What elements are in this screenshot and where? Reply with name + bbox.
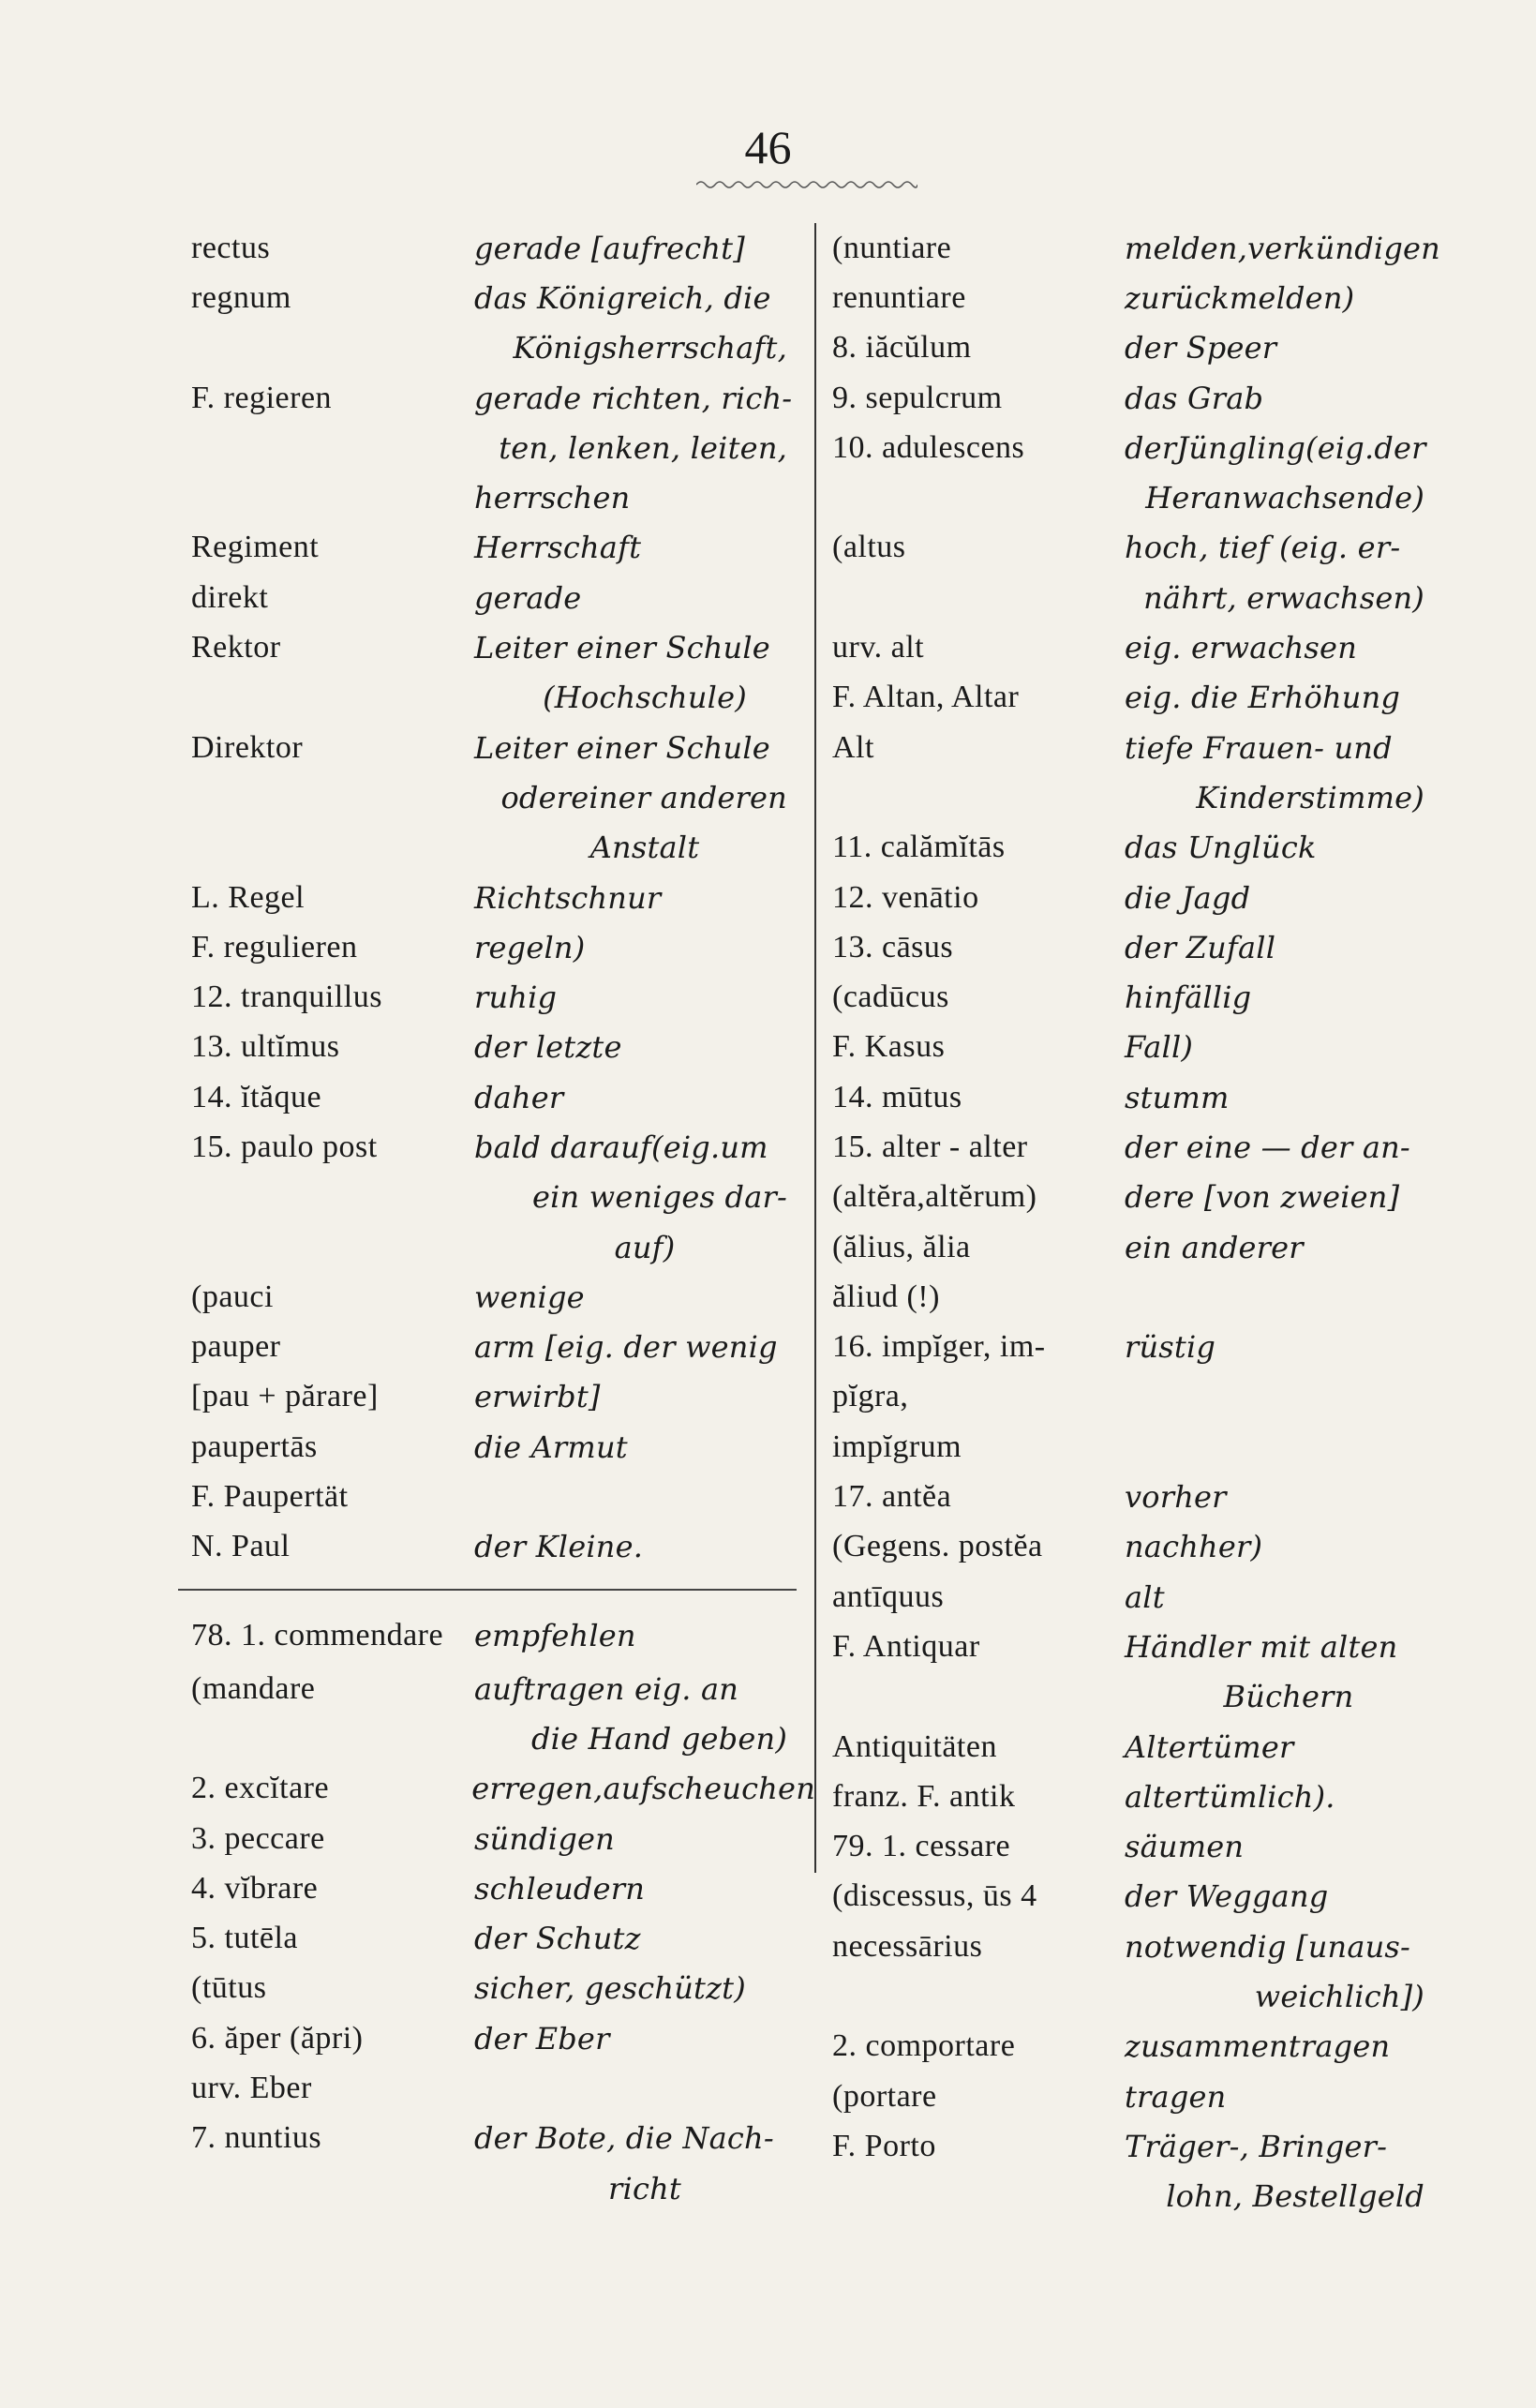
german-translation: herrschen bbox=[474, 480, 631, 516]
vocab-row bbox=[815, 1772, 1453, 1821]
german-translation: Anstalt bbox=[589, 830, 700, 866]
german-translation: gerade [aufrecht] bbox=[474, 230, 745, 266]
latin-term: F. Porto bbox=[832, 2128, 936, 2163]
german-translation: lohn, Bestellgeld bbox=[1166, 2178, 1424, 2215]
german-translation: hinfällig bbox=[1125, 980, 1252, 1016]
vocab-row bbox=[178, 523, 815, 573]
german-translation: eig. erwachsen bbox=[1125, 630, 1358, 666]
latin-term: renuntiare bbox=[832, 279, 966, 315]
vocab-row bbox=[815, 1173, 1453, 1222]
vocab-row bbox=[178, 2013, 815, 2063]
german-translation: zusammentragen bbox=[1125, 2028, 1391, 2065]
german-translation: daher bbox=[474, 1079, 564, 1115]
vocab-row bbox=[815, 1522, 1453, 1572]
german-translation: Herrschaft bbox=[474, 530, 642, 566]
german-translation: odereiner anderen bbox=[500, 779, 787, 815]
german-translation: zurückmelden) bbox=[1125, 279, 1355, 316]
vocab-row bbox=[815, 472, 1453, 522]
german-translation: sündigen bbox=[474, 1820, 615, 1857]
latin-term: 15. alter - alter bbox=[832, 1129, 1028, 1164]
vocab-row bbox=[815, 1622, 1453, 1671]
vocab-row bbox=[178, 922, 815, 972]
vocab-row bbox=[815, 622, 1453, 672]
latin-term: (cadūcus bbox=[832, 980, 949, 1015]
latin-term: antīquus bbox=[832, 1578, 945, 1614]
section-divider bbox=[178, 1572, 815, 1608]
vocab-row bbox=[178, 1323, 815, 1372]
latin-term: F. regulieren bbox=[191, 929, 358, 965]
vocab-row bbox=[178, 1964, 815, 2013]
latin-term: 78. 1. commendare bbox=[191, 1618, 444, 1653]
latin-term: direkt bbox=[191, 579, 269, 615]
german-translation: ten, lenken, leiten, bbox=[499, 429, 787, 466]
vocab-row bbox=[178, 1122, 815, 1172]
latin-term: 3. peccare bbox=[191, 1820, 325, 1856]
german-translation: altertümlich). bbox=[1125, 1778, 1335, 1815]
latin-term: 9. sepulcrum bbox=[832, 380, 1003, 415]
latin-term: N. Paul bbox=[191, 1529, 291, 1564]
german-translation: sicher, geschützt) bbox=[474, 1970, 746, 2007]
latin-term: 2. excĭtare bbox=[191, 1771, 330, 1806]
german-translation: die Jagd bbox=[1125, 879, 1251, 916]
vocab-row bbox=[178, 1764, 815, 1814]
german-translation: das Königreich, die bbox=[474, 279, 771, 316]
vocab-row bbox=[815, 1272, 1453, 1322]
german-translation: Leiter einer Schule bbox=[474, 729, 770, 766]
vocab-row bbox=[178, 1608, 815, 1664]
vocab-row bbox=[178, 1522, 815, 1572]
vocab-row bbox=[815, 1122, 1453, 1172]
latin-term: 16. impĭger, im- bbox=[832, 1329, 1046, 1365]
german-translation: der Zufall bbox=[1125, 929, 1276, 965]
vocab-row bbox=[178, 1863, 815, 1913]
german-translation: der Schutz bbox=[474, 1921, 641, 1957]
latin-term: (altĕra,altĕrum) bbox=[832, 1179, 1037, 1215]
vocab-row bbox=[178, 1814, 815, 1863]
german-translation: Altertümer bbox=[1125, 1728, 1294, 1765]
german-translation: notwendig [unaus- bbox=[1125, 1928, 1411, 1965]
vocab-row bbox=[815, 1072, 1453, 1122]
german-translation: Richtschnur bbox=[474, 879, 662, 916]
vocab-row bbox=[178, 673, 815, 723]
latin-term: Alt bbox=[832, 729, 874, 765]
german-translation: Büchern bbox=[1223, 1679, 1354, 1715]
german-translation: dere [von zweien] bbox=[1125, 1179, 1400, 1216]
latin-term: F. Kasus bbox=[832, 1029, 946, 1065]
german-translation: (Hochschule) bbox=[543, 680, 747, 716]
german-translation: richt bbox=[608, 2170, 681, 2206]
german-translation: die Armut bbox=[474, 1428, 628, 1465]
vocab-row bbox=[815, 523, 1453, 573]
german-translation: erwirbt] bbox=[474, 1379, 601, 1415]
vocab-row bbox=[815, 1822, 1453, 1872]
latin-term: 6. ăper (ăpri) bbox=[191, 2020, 364, 2056]
latin-term: pĭgra, bbox=[832, 1379, 909, 1414]
vocab-row bbox=[815, 423, 1453, 472]
vocab-row bbox=[178, 373, 815, 423]
vocab-row bbox=[815, 922, 1453, 972]
latin-term: 15. paulo post bbox=[191, 1129, 378, 1164]
vocab-row bbox=[815, 223, 1453, 273]
german-translation: wenige bbox=[474, 1279, 585, 1315]
german-translation: der Weggang bbox=[1125, 1878, 1329, 1915]
vocab-row bbox=[178, 223, 815, 273]
german-translation: eig. die Erhöhung bbox=[1125, 680, 1401, 716]
latin-term: ăliud (!) bbox=[832, 1279, 940, 1314]
latin-term: rectus bbox=[191, 230, 271, 265]
latin-term: 5. tutēla bbox=[191, 1921, 299, 1956]
german-translation: auftragen eig. an bbox=[474, 1670, 739, 1707]
german-translation: Heranwachsende) bbox=[1145, 480, 1424, 516]
german-translation: ein anderer bbox=[1125, 1229, 1304, 1265]
german-translation: Händler mit alten bbox=[1125, 1628, 1398, 1665]
latin-term: [pau + părare] bbox=[191, 1379, 379, 1414]
latin-term: F. Paupertät bbox=[191, 1479, 349, 1515]
latin-term: 7. nuntius bbox=[191, 2120, 322, 2156]
vocab-row bbox=[178, 1072, 815, 1122]
right-column bbox=[815, 223, 1453, 2221]
vocab-row bbox=[815, 1672, 1453, 1722]
vocab-row bbox=[178, 2063, 815, 2113]
german-translation: der Eber bbox=[474, 2020, 610, 2057]
german-translation: das Unglück bbox=[1125, 830, 1317, 866]
latin-term: Direktor bbox=[191, 729, 304, 765]
vocab-row bbox=[178, 573, 815, 622]
latin-term: Rektor bbox=[191, 630, 281, 666]
vocab-row bbox=[178, 472, 815, 522]
vocab-row bbox=[815, 873, 1453, 922]
vocab-row bbox=[815, 1722, 1453, 1772]
vocab-row bbox=[178, 2114, 815, 2163]
latin-term: Antiquitäten bbox=[832, 1728, 997, 1764]
latin-term: F. Altan, Altar bbox=[832, 680, 1020, 715]
german-translation: ein weniges dar- bbox=[531, 1179, 787, 1216]
german-translation: gerade richten, rich- bbox=[474, 380, 793, 416]
german-translation: der eine — der an- bbox=[1125, 1129, 1410, 1165]
vocab-row bbox=[815, 1023, 1453, 1072]
vocab-row bbox=[178, 772, 815, 822]
german-translation: hoch, tief (eig. er- bbox=[1125, 530, 1401, 566]
vocab-row bbox=[178, 1023, 815, 1072]
latin-term: (discessus, ūs 4 bbox=[832, 1878, 1037, 1914]
vocab-row bbox=[815, 1323, 1453, 1372]
latin-term: paupertās bbox=[191, 1428, 318, 1464]
latin-term: (nuntiare bbox=[832, 230, 952, 265]
vocab-row bbox=[178, 323, 815, 373]
latin-term: 10. adulescens bbox=[832, 429, 1025, 465]
vocab-row bbox=[178, 1272, 815, 1322]
german-translation: vorher bbox=[1125, 1479, 1227, 1516]
vocab-row bbox=[178, 873, 815, 922]
vocab-row bbox=[178, 1472, 815, 1521]
latin-term: 14. ĭtăque bbox=[191, 1079, 322, 1114]
german-translation: der Speer bbox=[1125, 330, 1277, 366]
latin-term: impĭgrum bbox=[832, 1428, 962, 1464]
latin-term: necessārius bbox=[832, 1928, 983, 1964]
vocab-row bbox=[815, 673, 1453, 723]
latin-term: 14. mūtus bbox=[832, 1079, 962, 1114]
vocab-row bbox=[815, 1572, 1453, 1622]
vocab-row bbox=[815, 1922, 1453, 1971]
left-column bbox=[178, 223, 815, 2213]
latin-term: (Gegens. postĕa bbox=[832, 1529, 1043, 1564]
latin-term: L. Regel bbox=[191, 879, 306, 915]
vocab-row bbox=[815, 823, 1453, 873]
german-translation: erregen,aufscheuchen bbox=[471, 1771, 815, 1807]
latin-term: 12. venātio bbox=[832, 879, 979, 915]
vocab-row bbox=[178, 423, 815, 472]
vocab-row bbox=[178, 1713, 815, 1763]
vocab-row bbox=[178, 823, 815, 873]
german-translation: melden,verkündigen bbox=[1125, 230, 1440, 266]
vocab-row bbox=[815, 2121, 1453, 2171]
vocab-row bbox=[815, 1422, 1453, 1472]
german-translation: Königsherrschaft, bbox=[513, 330, 787, 366]
latin-term: (portare bbox=[832, 2078, 937, 2114]
german-translation: der Kleine. bbox=[474, 1529, 644, 1565]
divider-rule bbox=[178, 1589, 797, 1591]
german-translation: das Grab bbox=[1125, 380, 1264, 416]
latin-term: 17. antĕa bbox=[832, 1479, 952, 1515]
vocab-row bbox=[815, 1372, 1453, 1422]
vocab-row bbox=[815, 2172, 1453, 2221]
german-translation: bald darauf(eig.um bbox=[474, 1129, 768, 1165]
vocab-row bbox=[178, 622, 815, 672]
vocab-row bbox=[815, 723, 1453, 772]
german-translation: nährt, erwachsen) bbox=[1143, 579, 1424, 616]
latin-term: pauper bbox=[191, 1329, 281, 1365]
page-number-ornament bbox=[696, 178, 917, 191]
latin-term: regnum bbox=[191, 279, 291, 315]
vocab-row bbox=[178, 1372, 815, 1422]
latin-term: 8. iăcŭlum bbox=[832, 330, 972, 366]
vocab-row bbox=[178, 1173, 815, 1222]
german-translation: auf) bbox=[614, 1229, 676, 1265]
vocab-row bbox=[815, 1872, 1453, 1922]
latin-term: F. regieren bbox=[191, 380, 333, 415]
german-translation: der letzte bbox=[474, 1029, 622, 1066]
latin-term: F. Antiquar bbox=[832, 1628, 980, 1664]
latin-term: (mandare bbox=[191, 1670, 316, 1706]
german-translation: säumen bbox=[1125, 1829, 1245, 1865]
german-translation: regeln) bbox=[474, 929, 586, 965]
vocab-row bbox=[178, 1422, 815, 1472]
vocab-row bbox=[815, 972, 1453, 1022]
german-translation: Kinderstimme) bbox=[1196, 779, 1424, 815]
vocab-row bbox=[178, 972, 815, 1022]
latin-term: 13. ultĭmus bbox=[191, 1029, 340, 1065]
german-translation: nachher) bbox=[1125, 1529, 1263, 1565]
latin-term: 2. comportare bbox=[832, 2028, 1016, 2064]
latin-term: Regiment bbox=[191, 530, 320, 565]
vocab-row bbox=[815, 2071, 1453, 2121]
german-translation: schleudern bbox=[474, 1870, 646, 1907]
latin-term: 13. cāsus bbox=[832, 929, 954, 965]
latin-term: 79. 1. cessare bbox=[832, 1829, 1011, 1864]
german-translation: der Bote, die Nach- bbox=[474, 2120, 774, 2157]
page-number: 46 bbox=[744, 121, 792, 173]
latin-term: (pauci bbox=[191, 1279, 274, 1314]
vocab-row bbox=[815, 373, 1453, 423]
vocab-row bbox=[178, 723, 815, 772]
latin-term: 4. vĭbrare bbox=[191, 1870, 319, 1906]
latin-term: (tūtus bbox=[191, 1970, 267, 2006]
vocab-row bbox=[815, 1222, 1453, 1272]
german-translation: Leiter einer Schule bbox=[474, 630, 770, 666]
vocab-row bbox=[178, 2163, 815, 2213]
german-translation: ruhig bbox=[474, 980, 558, 1016]
vocab-row bbox=[178, 1664, 815, 1713]
vocab-row bbox=[178, 273, 815, 322]
german-translation: Träger-, Bringer- bbox=[1125, 2128, 1388, 2164]
german-translation: weichlich]) bbox=[1254, 1979, 1424, 2015]
german-translation: alt bbox=[1125, 1578, 1165, 1615]
latin-term: urv. Eber bbox=[191, 2071, 312, 2106]
latin-term: (ălius, ălia bbox=[832, 1229, 971, 1264]
latin-term: 12. tranquillus bbox=[191, 980, 382, 1015]
vocab-row bbox=[815, 573, 1453, 622]
latin-term: urv. alt bbox=[832, 630, 925, 666]
latin-term: (altus bbox=[832, 530, 906, 565]
vocab-row bbox=[178, 1914, 815, 1964]
vocab-row bbox=[815, 273, 1453, 322]
vocab-row bbox=[815, 772, 1453, 822]
german-translation: tiefe Frauen- und bbox=[1125, 729, 1393, 766]
german-translation: stumm bbox=[1125, 1079, 1230, 1115]
latin-term: 11. calămĭtās bbox=[832, 830, 1006, 865]
latin-term: franz. F. antik bbox=[832, 1778, 1016, 1814]
vocab-row bbox=[815, 323, 1453, 373]
german-translation: die Hand geben) bbox=[530, 1720, 787, 1757]
vocab-row bbox=[815, 2022, 1453, 2071]
german-translation: derJüngling(eig.der bbox=[1125, 429, 1426, 466]
german-translation: Fall) bbox=[1125, 1029, 1194, 1066]
german-translation: tragen bbox=[1125, 2078, 1227, 2115]
vocab-row bbox=[815, 1472, 1453, 1521]
german-translation: empfehlen bbox=[474, 1618, 636, 1654]
german-translation: gerade bbox=[474, 579, 582, 616]
german-translation: rüstig bbox=[1125, 1329, 1216, 1366]
vocab-row bbox=[815, 1971, 1453, 2021]
german-translation: arm [eig. der wenig bbox=[474, 1329, 778, 1366]
vocab-row bbox=[178, 1222, 815, 1272]
